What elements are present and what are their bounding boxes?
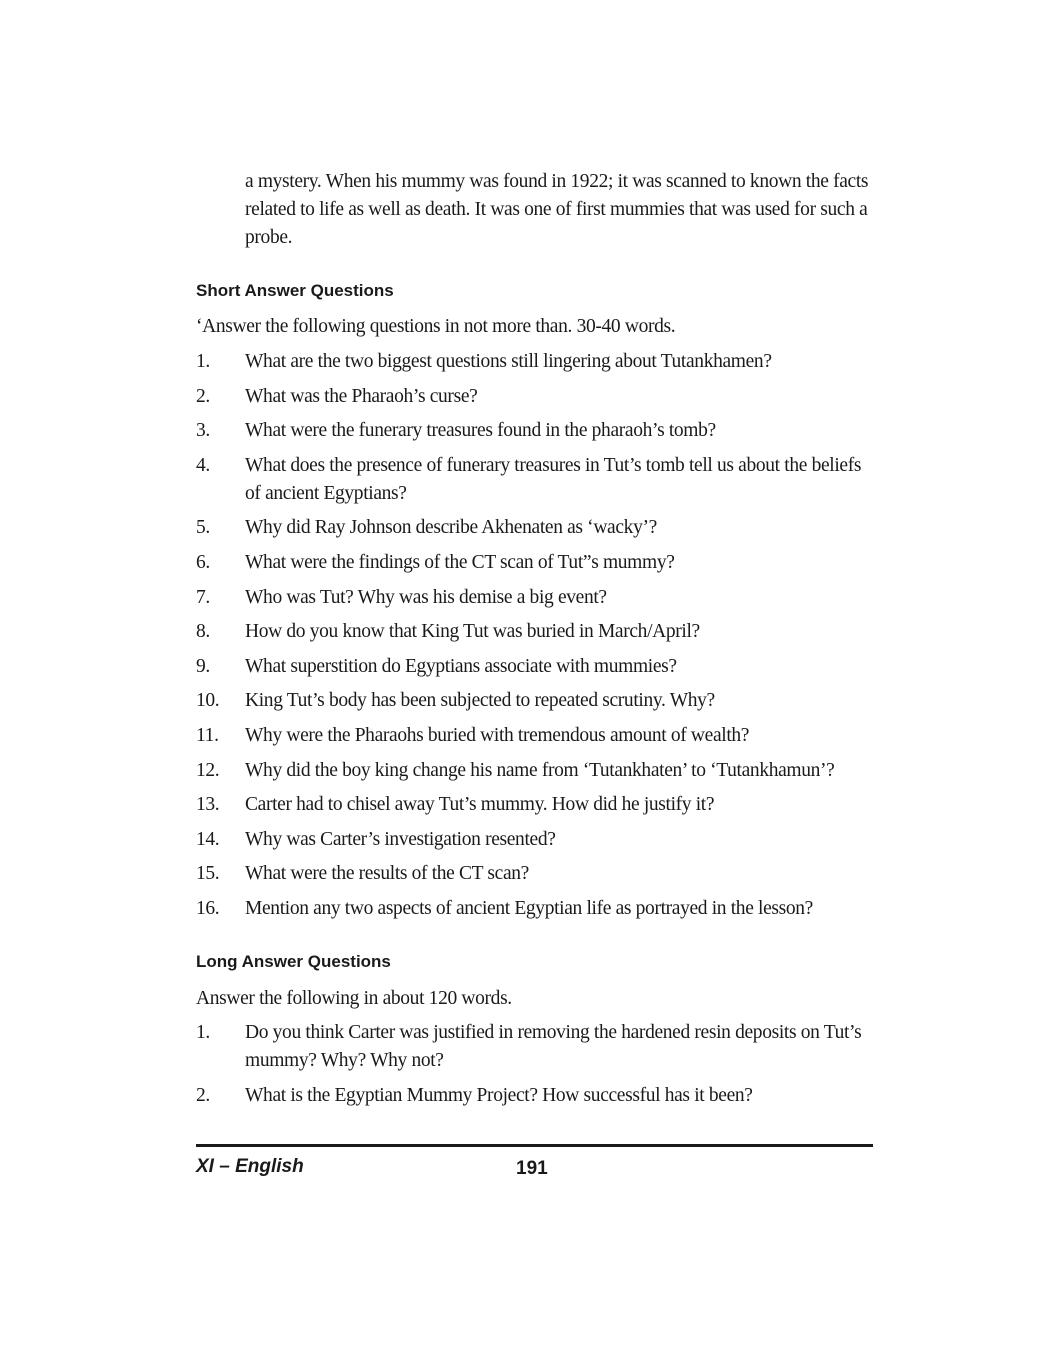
list-item — [196, 1019, 878, 1075]
list-item — [196, 722, 878, 750]
question-text: What was the Pharaoh’s curse? — [245, 385, 478, 407]
question-text: Why did Ray Johnson describe Akhenaten as ‘wacky’? — [245, 517, 657, 539]
question-number: 8. — [196, 621, 210, 643]
question-number: 9. — [196, 655, 210, 677]
question-number: 4. — [196, 454, 210, 476]
list-item — [196, 653, 878, 681]
short-answer-question-list — [196, 348, 878, 930]
footer-divider — [196, 1144, 873, 1147]
list-item — [196, 417, 878, 445]
question-text: Who was Tut? Why was his demise a big event? — [245, 586, 607, 608]
question-text: Carter had to chisel away Tut’s mummy. How did he justify it? — [245, 794, 715, 816]
question-text: What is the Egyptian Mummy Project? How successful has it been? — [245, 1084, 753, 1106]
intro-paragraph: a mystery. When his mummy was found in 1922; it was scanned to known the facts related to life as well as death. It was one of first mummies that was used for such a probe. — [245, 171, 869, 248]
list-item — [196, 826, 878, 854]
question-text: What are the two biggest questions still lingering about Tutankhamen? — [245, 351, 772, 372]
short-answer-instruction: ‘Answer the following questions in not more than. 30-40 words. — [196, 316, 676, 337]
question-text: Why were the Pharaohs buried with tremendous amount of wealth? — [245, 724, 750, 746]
list-item — [196, 348, 878, 376]
question-number: 1. — [196, 351, 210, 372]
long-answer-heading: Long Answer Questions — [196, 952, 391, 971]
list-item — [196, 895, 878, 923]
question-text: Why did the boy king change his name from ‘Tutankhaten’ to ‘Tutankhamun’? — [245, 759, 835, 781]
list-item — [196, 549, 878, 577]
list-item — [196, 584, 878, 612]
list-item — [196, 860, 878, 888]
question-text: What were the findings of the CT scan of Tut”s mummy? — [245, 551, 675, 573]
list-item — [196, 618, 878, 646]
long-answer-instruction: Answer the following in about 120 words. — [196, 988, 512, 1009]
question-text: King Tut’s body has been subjected to repeated scrutiny. Why? — [245, 690, 715, 712]
list-item — [196, 687, 878, 715]
question-text: What were the results of the CT scan? — [245, 863, 529, 885]
question-number: 1. — [196, 1022, 210, 1043]
question-number: 5. — [196, 517, 210, 539]
question-number: 15. — [196, 863, 220, 885]
question-number: 12. — [196, 759, 220, 781]
list-item — [196, 514, 878, 542]
question-number: 3. — [196, 420, 210, 442]
question-number: 14. — [196, 828, 220, 850]
list-item — [196, 452, 878, 508]
list-item — [196, 1082, 878, 1110]
question-text: Do you think Carter was justified in removing the hardened resin deposits on Tut’s mummy? Why? Why not? — [245, 1022, 862, 1071]
footer-page-number: 191 — [516, 1158, 548, 1179]
question-number: 10. — [196, 690, 220, 712]
question-text: How do you know that King Tut was buried in March/April? — [245, 621, 700, 643]
question-number: 6. — [196, 551, 210, 573]
question-text: What were the funerary treasures found in the pharaoh’s tomb? — [245, 420, 716, 442]
question-text: Mention any two aspects of ancient Egyptian life as portrayed in the lesson? — [245, 897, 813, 919]
question-number: 13. — [196, 794, 220, 816]
question-number: 2. — [196, 385, 210, 407]
question-number: 2. — [196, 1084, 210, 1106]
short-answer-heading: Short Answer Questions — [196, 281, 394, 300]
list-item — [196, 757, 878, 785]
question-text: What superstition do Egyptians associate with mummies? — [245, 655, 677, 677]
list-item — [196, 383, 878, 411]
question-text: What does the presence of funerary treasures in Tut’s tomb tell us about the beliefs of ancient Egyptians? — [245, 454, 862, 504]
question-number: 7. — [196, 586, 210, 608]
long-answer-question-list — [196, 1019, 878, 1116]
footer-book-title: XI – English — [196, 1156, 304, 1177]
question-number: 16. — [196, 897, 220, 919]
list-item — [196, 791, 878, 819]
question-text: Why was Carter’s investigation resented? — [245, 828, 556, 850]
question-number: 11. — [196, 724, 219, 746]
